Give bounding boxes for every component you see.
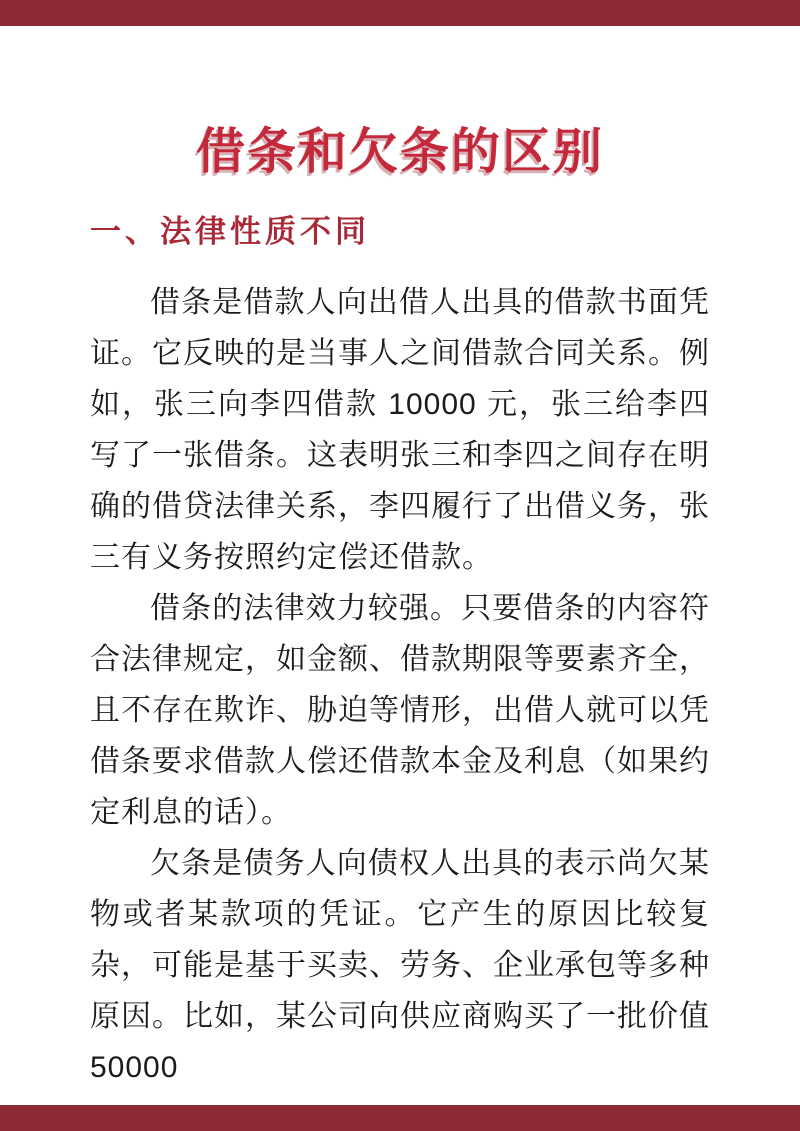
bottom-border-bar [0,1105,800,1131]
page-title: 借条和欠条的区别 [195,125,604,179]
body-text [90,277,710,1093]
section-heading: 一、法律性质不同 [90,214,370,249]
paragraph: 借条是借款人向出借人出具的借款书面凭证。它反映的是当事人之间借款合同关系。例如，张三向李四借款 10000 元，张三给李四写了一张借条。这表明张三和李四之间存在明确的借贷法律关系，李四履行了出借义务，张三有义务按照约定偿还借款。 [90,286,710,574]
paragraph: 借条的法律效力较强。只要借条的内容符合法律规定，如金额、借款期限等要素齐全，且不存在欺诈、胁迫等情形，出借人就可以凭借条要求借款人偿还借款本金及利息（如果约定利息的话）。 [90,592,710,829]
document-content [90,26,710,1093]
paragraph: 欠条是债务人向债权人出具的表示尚欠某物或者某款项的凭证。它产生的原因比较复杂，可能是基于买卖、劳务、企业承包等多种原因。比如，某公司向供应商购买了一批价值 50000 [90,847,710,1084]
top-border-bar [0,0,800,26]
